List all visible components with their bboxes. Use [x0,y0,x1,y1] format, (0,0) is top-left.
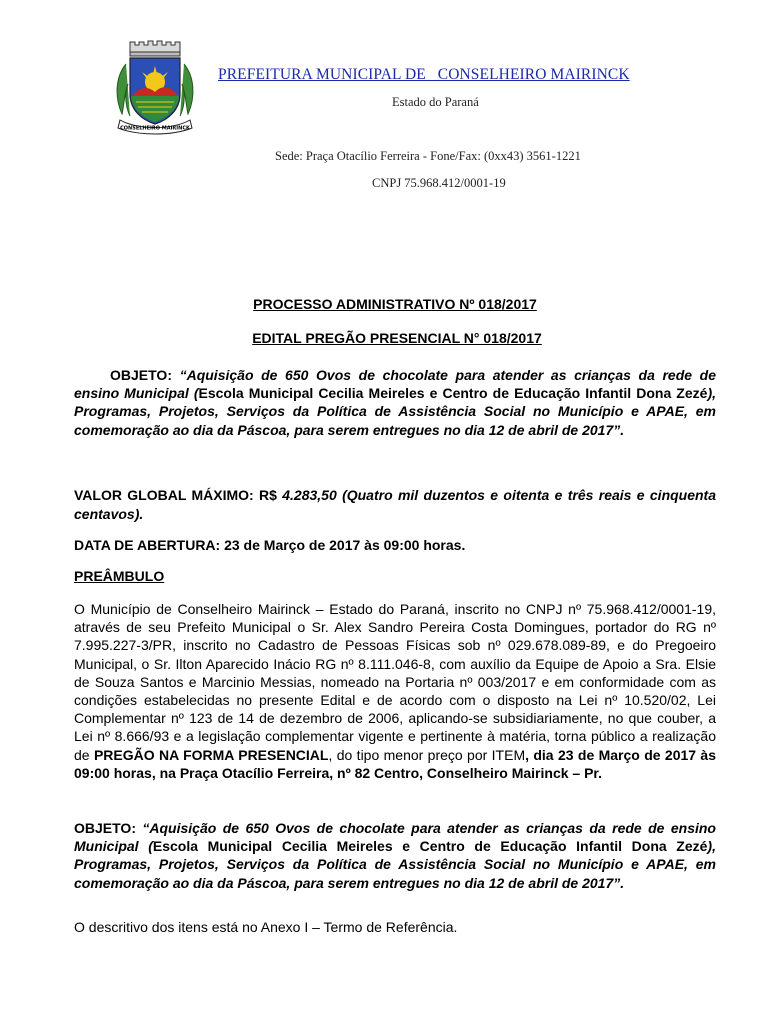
objeto-paragraph-2 [74,819,716,892]
cnpj-line: CNPJ 75.968.412/0001-19 [372,176,506,190]
municipality-title: PREFEITURA MUNICIPAL DE CONSELHEIRO MAIRINCK [218,66,630,83]
preambulo-mid: , do tipo menor preço por ITEM [328,746,526,763]
address-line: Sede: Praça Otacílio Ferreira - Fone/Fax: (0xx43) 3561-1221 [275,149,581,163]
objeto-text-1: “Aquisição de 650 Ovos de chocolate para atender as crianças da rede de ensino Municipal ( [74,367,716,402]
objeto-paragraph [74,366,716,439]
objeto-text-3: ), Programas, Projetos, Serviços da Política de Assistência Social no Município e APAE, em comemoração ao dia da Páscoa, para serem entregues no dia 12 de abril de 2017”. [74,385,716,438]
objeto-label: OBJETO: [110,367,180,383]
preambulo-paragraph [74,600,716,782]
objeto2-text-2: Escola Municipal Cecilia Meireles e Centro de Educação Infantil Dona Zezé [152,838,708,855]
objeto2-text-3: ), Programas, Projetos, Serviços da Política de Assistência Social no Município e APAE, em comemoração ao dia da Páscoa, para serem entregues no dia 12 de abril de 2017”. [74,838,716,891]
seal-banner-text: CONSELHEIRO MAIRINCK [120,125,190,132]
valor-label: VALOR GLOBAL MÁXIMO: R$ [74,487,283,503]
objeto2-label: OBJETO: [74,820,143,836]
preambulo-bold-2: , dia 23 de Março de 2017 às 09:00 horas, na Praça Otacílio Ferreira, nº 82 Centro, Conselheiro Mairinck – Pr. [74,746,716,781]
data-abertura: DATA DE ABERTURA: 23 de Março de 2017 às 09:00 horas. [74,537,466,553]
descritivo-line: O descritivo dos itens está no Anexo I – Termo de Referência. [74,919,458,935]
preambulo-heading: PREÂMBULO [74,568,165,584]
edital-heading: EDITAL PREGÃO PRESENCIAL N° 018/2017 [252,330,542,346]
crown-icon [130,41,180,56]
municipal-coat-of-arms-icon [102,36,208,136]
preambulo-bold-1: PREGÃO NA FORMA PRESENCIAL [93,746,329,763]
processo-heading: PROCESSO ADMINISTRATIVO Nº 018/2017 [253,296,537,312]
objeto-text-2: Escola Municipal Cecilia Meireles e Centro de Educação Infantil Dona Zezé [198,385,708,402]
objeto2-text-1: “Aquisição de 650 Ovos de chocolate para atender as crianças da rede de ensino Municipal ( [74,820,716,855]
valor-paragraph [74,486,716,524]
valor-value: 4.283,50 (Quatro mil duzentos e oitenta e três reais e cinquenta centavos). [74,487,717,522]
preambulo-text: O Município de Conselheiro Mairinck – Estado do Paraná, inscrito no CNPJ nº 75.968.412/0001-19, através de seu Prefeito Municipal o Sr. Alex Sandro Pereira Costa Domingues, portador do RG nº 7.995.227-3/PR, inscrito no Cadastro de Pessoas Físicas sob nº 029.678.089-89, e do Pregoeiro Municipal, o Sr. Ilton Aparecido Inácio RG nº 8.111.046-8, com auxílio da Equipe de Apoio a Sra. Elsie de Souza Santos e Marcinio Messias, nomeado na Portaria nº 003/2017 e em conformidade com as condições estabelecidas no presente Edital e de acordo com o disposto na Lei nº 10.520/02, Lei Complementar nº 123 de 14 de dezembro de 2006, aplicando-se subsidiariamente, no que couber, a Lei nº 8.666/93 e a legislação complementar vigente e pertinente à matéria, torna público a realização de [74,601,716,763]
state-line: Estado do Paraná [392,95,479,109]
